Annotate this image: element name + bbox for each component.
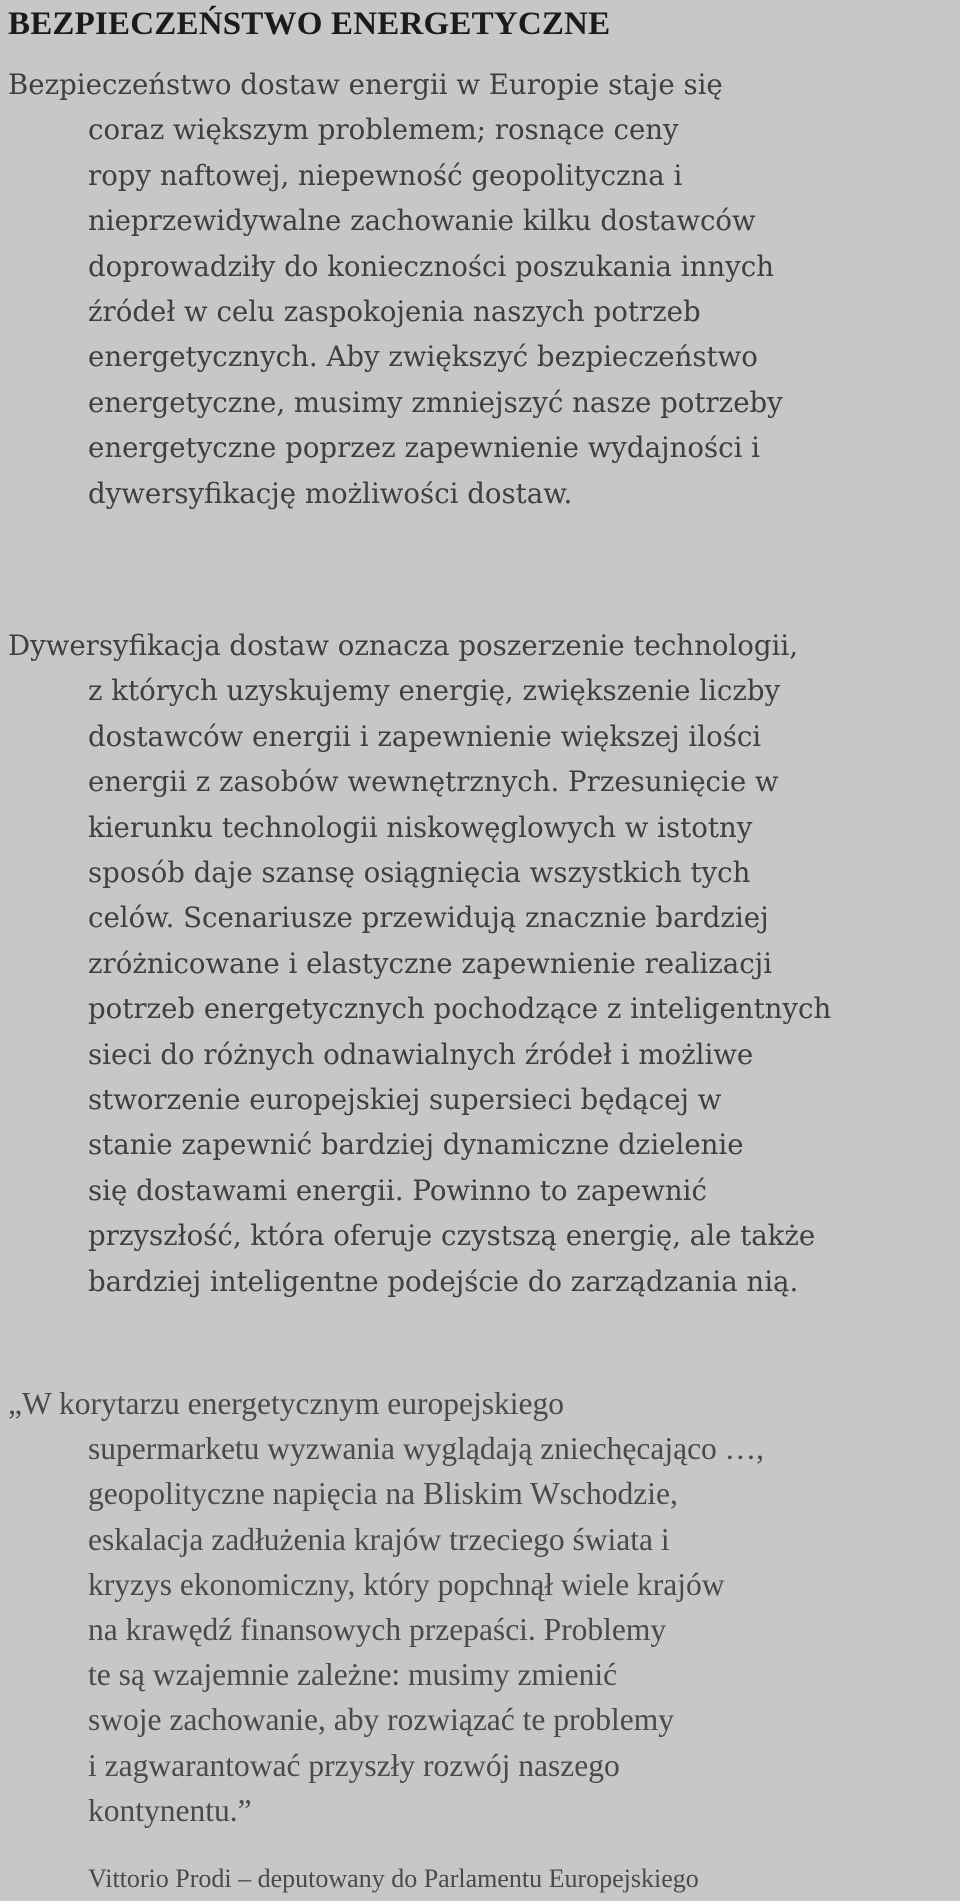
quote-close-mark: ” <box>237 1792 252 1828</box>
quote-text: W korytarzu energetycznym europejskiego supermarketu wyzwania wyglądają zniechęcająco …, geopolityczne napięcia na Bliskim Wschodzie, eskalacja zadłużenia krajów trzeciego świata i kryzys ekonomiczny, który popchnął wiele krajów na krawędź finansowych przepaści. Problemy te są wzajemnie zależne: musimy zmienić swoje zachowanie, aby rozwiązać te problemy i zagwarantować przyszły rozwój naszego kontynentu. <box>21 1386 765 1828</box>
quote-open-mark: „ <box>8 1386 22 1421</box>
quote-block <box>8 1381 764 1833</box>
paragraph-energy-security: Bezpieczeństwo dostaw energii w Europie staje się coraz większym problemem; rosnące ceny ropy naftowej, niepewność geopolityczna i nieprzewidywalne zachowanie kilku dostawców doprowadziły do konieczności poszukania innych źródeł w celu zaspokojenia naszych potrzeb energetycznych. Aby zwiększyć bezpieczeństwo energetyczne, musimy zmniejszyć nasze potrzeby energetyczne poprzez zapewnienie wydajności i dywersyfikację możliwości dostaw. <box>8 68 783 510</box>
quote-text-block <box>8 1381 764 1833</box>
document-title: BEZPIECZEŃSTWO ENERGETYCZNE <box>8 6 611 42</box>
quote-author: Vittorio Prodi – deputowany do Parlamentu Europejskiego <box>88 1864 699 1893</box>
paragraph-supply-diversification: Dywersyfikacja dostaw oznacza poszerzenie technologii, z których uzyskujemy energię, zwiększenie liczby dostawców energii i zapewnienie większej ilości energii z zasobów wewnętrznych. Przesunięcie w kierunku technologii niskowęglowych w istotny sposób daje szansę osiągnięcia wszystkich tych celów. Scenariusze przewidują znacznie bardziej zróżnicowane i elastyczne zapewnienie realizacji potrzeb energetycznych pochodzące z inteligentnych sieci do różnych odnawialnych źródeł i możliwe stworzenie europejskiej supersieci będącej w stanie zapewnić bardziej dynamiczne dzielenie się dostawami energii. Powinno to zapewnić przyszłość, która oferuje czystszą energię, ale także bardziej inteligentne podejście do zarządzania nią. <box>8 629 832 1298</box>
